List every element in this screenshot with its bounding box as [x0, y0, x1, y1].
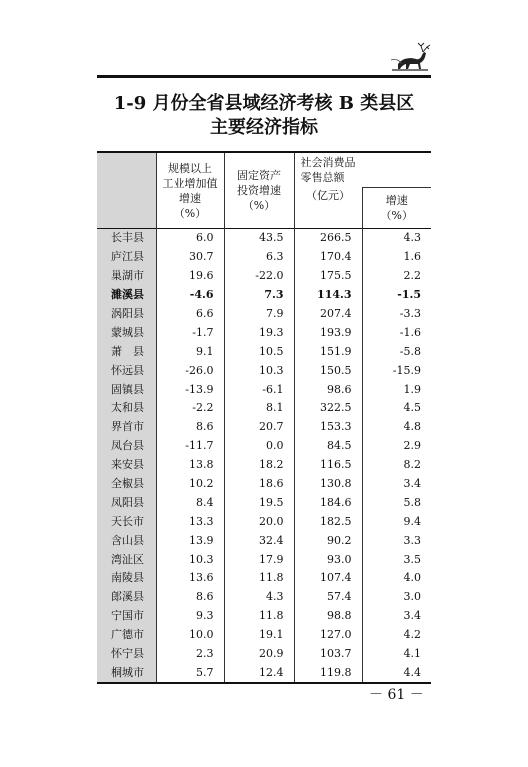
- investment-growth-cell: 17.9: [224, 550, 294, 569]
- investment-growth-cell: 0.0: [224, 437, 294, 456]
- industry-growth-cell: -2.2: [156, 399, 224, 418]
- retail-growth-cell: 8.2: [362, 456, 431, 475]
- industry-growth-cell: 9.1: [156, 342, 224, 361]
- retail-total-cell: 90.2: [294, 531, 362, 550]
- retail-total-unit-header: （亿元）: [294, 188, 362, 229]
- retail-growth-cell: 2.2: [362, 267, 431, 286]
- retail-total-cell: 98.6: [294, 380, 362, 399]
- industry-growth-cell: 13.8: [156, 456, 224, 475]
- county-name-cell: 凤台县: [97, 437, 156, 456]
- industry-growth-cell: -11.7: [156, 437, 224, 456]
- retail-total-cell: 207.4: [294, 305, 362, 324]
- retail-growth-cell: 1.6: [362, 248, 431, 267]
- industry-growth-cell: -26.0: [156, 361, 224, 380]
- retail-growth-cell: -15.9: [362, 361, 431, 380]
- county-header-cell: [97, 152, 156, 229]
- table-row: [97, 456, 431, 475]
- retail-total-cell: 184.6: [294, 493, 362, 512]
- investment-growth-cell: 20.7: [224, 418, 294, 437]
- county-name-cell: 怀宁县: [97, 645, 156, 664]
- retail-growth-cell: 2.9: [362, 437, 431, 456]
- page-title: 1-9 月份全省县域经济考核 B 类县区: [113, 93, 415, 114]
- county-name-cell: 来安县: [97, 456, 156, 475]
- industry-growth-cell: 13.9: [156, 531, 224, 550]
- retail-total-cell: 175.5: [294, 267, 362, 286]
- retail-growth-cell: 3.4: [362, 475, 431, 494]
- table-row: [97, 607, 431, 626]
- table-row: [97, 323, 431, 342]
- retail-total-cell: 127.0: [294, 626, 362, 645]
- county-name-cell: 怀远县: [97, 361, 156, 380]
- county-name-cell: 凤阳县: [97, 493, 156, 512]
- industry-growth-cell: 10.2: [156, 475, 224, 494]
- retail-total-cell: 170.4: [294, 248, 362, 267]
- retail-growth-cell: 4.4: [362, 663, 431, 683]
- investment-growth-cell: 43.5: [224, 229, 294, 248]
- industry-growth-cell: 2.3: [156, 645, 224, 664]
- table-row: [97, 399, 431, 418]
- retail-growth-cell: -1.6: [362, 323, 431, 342]
- retail-growth-header: 增速 （%）: [362, 188, 431, 229]
- retail-total-cell: 151.9: [294, 342, 362, 361]
- investment-growth-header: 固定资产 投资增速 （%）: [224, 152, 294, 229]
- investment-growth-cell: 8.1: [224, 399, 294, 418]
- county-name-cell: 桐城市: [97, 663, 156, 683]
- retail-total-cell: 182.5: [294, 512, 362, 531]
- table-row: [97, 286, 431, 305]
- industry-growth-cell: 10.0: [156, 626, 224, 645]
- table-row: [97, 248, 431, 267]
- retail-total-cell: 119.8: [294, 663, 362, 683]
- table-row: [97, 588, 431, 607]
- county-name-cell: 含山县: [97, 531, 156, 550]
- retail-total-cell: 84.5: [294, 437, 362, 456]
- retail-total-cell: 193.9: [294, 323, 362, 342]
- table-row: [97, 342, 431, 361]
- retail-total-cell: 116.5: [294, 456, 362, 475]
- county-name-cell: 巢湖市: [97, 267, 156, 286]
- county-name-cell: 长丰县: [97, 229, 156, 248]
- investment-growth-cell: 12.4: [224, 663, 294, 683]
- county-name-cell: 涡阳县: [97, 305, 156, 324]
- county-name-cell: 郎溪县: [97, 588, 156, 607]
- investment-growth-cell: 10.3: [224, 361, 294, 380]
- county-name-cell: 天长市: [97, 512, 156, 531]
- investment-growth-cell: 18.6: [224, 475, 294, 494]
- indicators-table: [97, 151, 431, 684]
- retail-growth-cell: 3.5: [362, 550, 431, 569]
- table-row: [97, 267, 431, 286]
- deer-emblem-icon: [388, 40, 432, 74]
- retail-total-cell: 57.4: [294, 588, 362, 607]
- county-name-cell: 蒙城县: [97, 323, 156, 342]
- investment-growth-cell: 11.8: [224, 569, 294, 588]
- table-body: [97, 229, 431, 684]
- industry-growth-header: 规模以上 工业增加值 增速 （%）: [156, 152, 224, 229]
- table-row: [97, 305, 431, 324]
- table-row: [97, 229, 431, 248]
- table-row: [97, 531, 431, 550]
- retail-total-cell: 93.0: [294, 550, 362, 569]
- industry-growth-cell: 13.3: [156, 512, 224, 531]
- investment-growth-cell: 11.8: [224, 607, 294, 626]
- table-row: [97, 493, 431, 512]
- industry-growth-cell: 6.6: [156, 305, 224, 324]
- retail-growth-cell: 4.5: [362, 399, 431, 418]
- industry-growth-cell: 8.4: [156, 493, 224, 512]
- indicators-table-wrap: [97, 151, 431, 684]
- retail-growth-cell: -3.3: [362, 305, 431, 324]
- industry-growth-cell: 30.7: [156, 248, 224, 267]
- county-name-cell: 萧 县: [97, 342, 156, 361]
- investment-growth-cell: 20.9: [224, 645, 294, 664]
- retail-growth-cell: 1.9: [362, 380, 431, 399]
- table-row: [97, 550, 431, 569]
- retail-growth-cell: 9.4: [362, 512, 431, 531]
- table-row: [97, 475, 431, 494]
- retail-total-cell: 107.4: [294, 569, 362, 588]
- industry-growth-cell: 9.3: [156, 607, 224, 626]
- industry-growth-cell: -13.9: [156, 380, 224, 399]
- investment-growth-cell: 19.5: [224, 493, 294, 512]
- investment-growth-cell: 4.3: [224, 588, 294, 607]
- retail-growth-cell: -1.5: [362, 286, 431, 305]
- industry-growth-cell: 8.6: [156, 418, 224, 437]
- page-subtitle: 主要经济指标: [210, 117, 318, 138]
- investment-growth-cell: 19.3: [224, 323, 294, 342]
- county-name-cell: 庐江县: [97, 248, 156, 267]
- retail-total-cell: 114.3: [294, 286, 362, 305]
- retail-growth-cell: 4.2: [362, 626, 431, 645]
- table-row: [97, 663, 431, 683]
- retail-growth-cell: -5.8: [362, 342, 431, 361]
- industry-growth-cell: 8.6: [156, 588, 224, 607]
- retail-total-cell: 266.5: [294, 229, 362, 248]
- retail-total-cell: 98.8: [294, 607, 362, 626]
- retail-growth-cell: 4.0: [362, 569, 431, 588]
- retail-growth-cell: 4.3: [362, 229, 431, 248]
- investment-growth-cell: -6.1: [224, 380, 294, 399]
- table-row: [97, 380, 431, 399]
- county-name-cell: 濉溪县: [97, 286, 156, 305]
- header-rule: [97, 75, 431, 78]
- table-row: [97, 569, 431, 588]
- table-row: [97, 418, 431, 437]
- investment-growth-cell: -22.0: [224, 267, 294, 286]
- retail-total-cell: 153.3: [294, 418, 362, 437]
- retail-total-cell: 322.5: [294, 399, 362, 418]
- county-name-cell: 宁国市: [97, 607, 156, 626]
- county-name-cell: 固镇县: [97, 380, 156, 399]
- investment-growth-cell: 10.5: [224, 342, 294, 361]
- industry-growth-cell: 13.6: [156, 569, 224, 588]
- retail-total-cell: 150.5: [294, 361, 362, 380]
- industry-growth-cell: 6.0: [156, 229, 224, 248]
- retail-sales-header: 社会消费品 零售总额: [294, 152, 431, 188]
- table-row: [97, 437, 431, 456]
- retail-growth-cell: 3.3: [362, 531, 431, 550]
- retail-growth-cell: 4.8: [362, 418, 431, 437]
- investment-growth-cell: 7.9: [224, 305, 294, 324]
- retail-growth-cell: 3.0: [362, 588, 431, 607]
- investment-growth-cell: 32.4: [224, 531, 294, 550]
- table-row: [97, 626, 431, 645]
- retail-total-cell: 103.7: [294, 645, 362, 664]
- table-row: [97, 512, 431, 531]
- industry-growth-cell: -1.7: [156, 323, 224, 342]
- retail-growth-cell: 3.4: [362, 607, 431, 626]
- table-row: [97, 645, 431, 664]
- retail-growth-cell: 4.1: [362, 645, 431, 664]
- page-number: － 61 －: [369, 687, 424, 703]
- county-name-cell: 全椒县: [97, 475, 156, 494]
- retail-growth-cell: 5.8: [362, 493, 431, 512]
- industry-growth-cell: -4.6: [156, 286, 224, 305]
- table-row: [97, 361, 431, 380]
- county-name-cell: 湾沚区: [97, 550, 156, 569]
- investment-growth-cell: 19.1: [224, 626, 294, 645]
- industry-growth-cell: 19.6: [156, 267, 224, 286]
- county-name-cell: 广德市: [97, 626, 156, 645]
- county-name-cell: 太和县: [97, 399, 156, 418]
- investment-growth-cell: 6.3: [224, 248, 294, 267]
- investment-growth-cell: 20.0: [224, 512, 294, 531]
- county-name-cell: 界首市: [97, 418, 156, 437]
- investment-growth-cell: 7.3: [224, 286, 294, 305]
- county-name-cell: 南陵县: [97, 569, 156, 588]
- investment-growth-cell: 18.2: [224, 456, 294, 475]
- industry-growth-cell: 5.7: [156, 663, 224, 683]
- industry-growth-cell: 10.3: [156, 550, 224, 569]
- retail-total-cell: 130.8: [294, 475, 362, 494]
